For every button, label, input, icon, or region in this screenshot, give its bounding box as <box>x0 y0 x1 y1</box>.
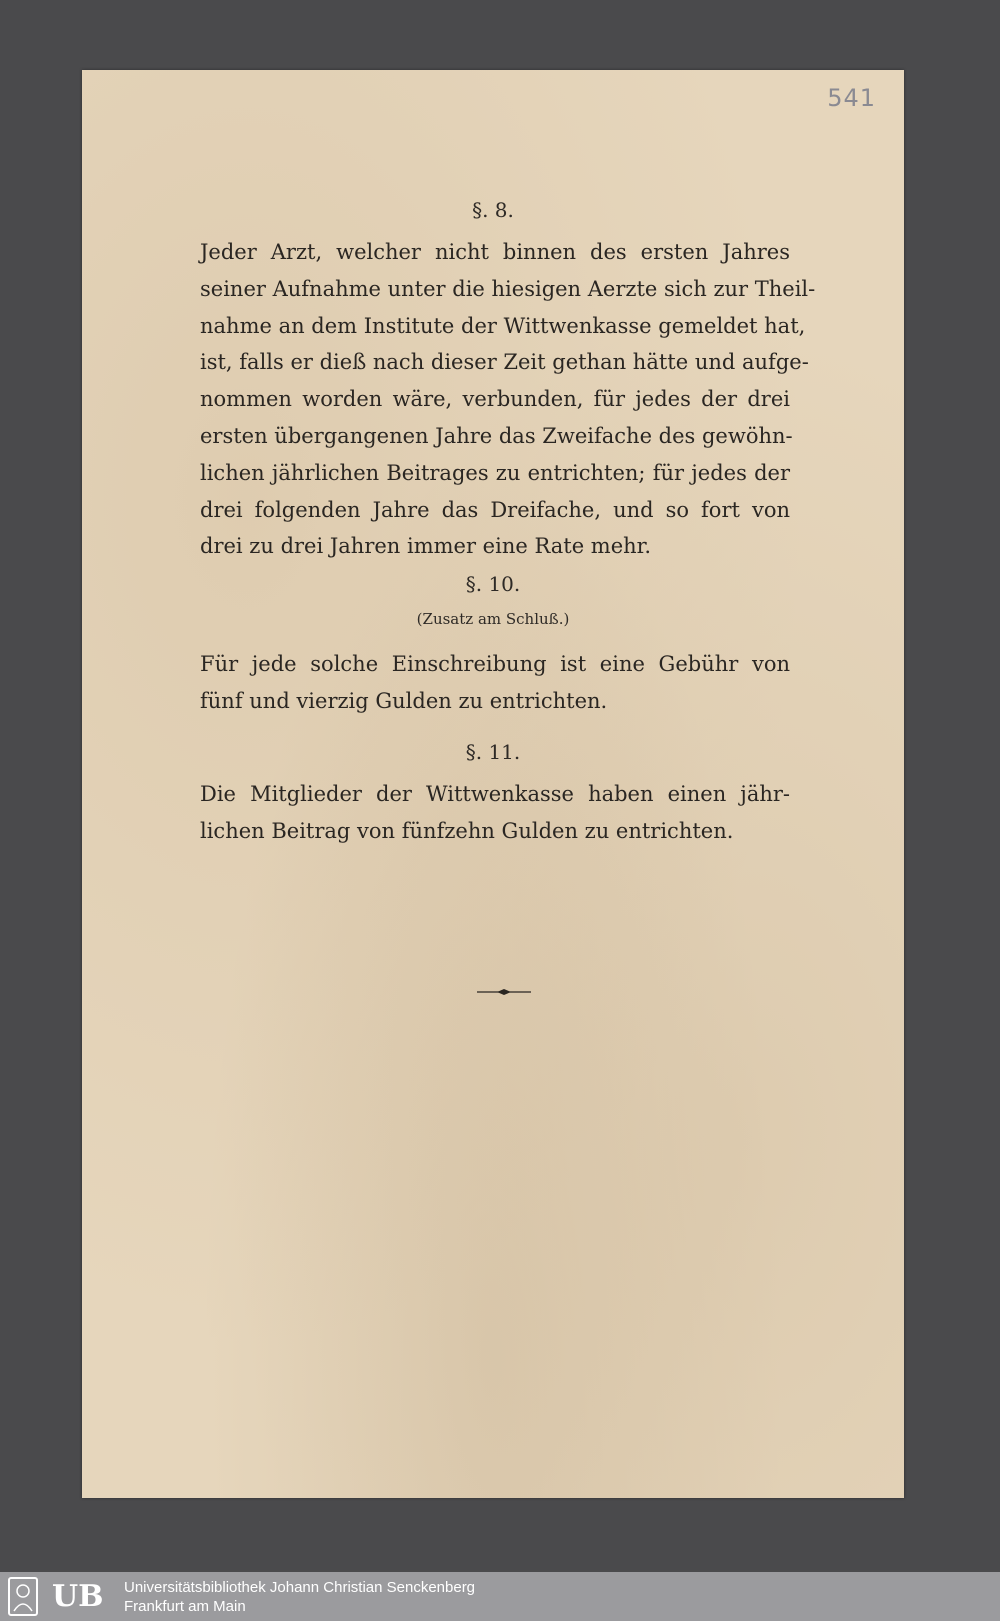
text-line: nahme an dem Institute der Wittwenkasse gemeldet hat, <box>200 313 806 338</box>
text-line: drei zu drei Jahren immer eine Rate mehr. <box>200 534 652 559</box>
section-8-heading: §. 8. <box>472 198 514 222</box>
text-line: lichen jährlichen Beitrages zu entrichten; für jedes der <box>200 460 790 485</box>
library-logo <box>8 1577 118 1616</box>
text-line: fünf und vierzig Gulden zu entrichten. <box>200 688 608 713</box>
text-line: Jeder Arzt, welcher nicht binnen des ersten Jahres <box>200 240 790 264</box>
section-10-paragraph <box>200 646 790 720</box>
section-11-heading: §. 11. <box>465 740 521 764</box>
portrait-icon <box>8 1577 38 1616</box>
text-line: nommen worden wäre, verbunden, für jedes der drei <box>200 387 790 412</box>
section-10-subheading: (Zusatz am Schluß.) <box>416 610 570 628</box>
section-11-paragraph <box>200 776 790 850</box>
shelfmark-number: 541 <box>827 84 876 112</box>
library-name-line1: Universitätsbibliothek Johann Christian Senckenberg <box>124 1579 476 1596</box>
section-10-heading: §. 10. <box>465 572 521 596</box>
text-line: ist, falls er dieß nach dieser Zeit gethan hätte und aufge- <box>200 350 809 375</box>
text-line: seiner Aufnahme unter die hiesigen Aerzte sich zur Theil- <box>200 276 816 301</box>
library-footer <box>0 1572 1000 1621</box>
text-line: drei folgenden Jahre das Dreifache, und so fort von <box>200 497 790 522</box>
library-name <box>124 1578 475 1616</box>
text-line: Die Mitglieder der Wittwenkasse haben einen jähr- <box>200 782 790 806</box>
library-name-line2: Frankfurt am Main <box>124 1598 246 1615</box>
text-line: Für jede solche Einschreibung ist eine Gebühr von <box>200 652 790 676</box>
text-line: ersten übergangenen Jahre das Zweifache des gewöhn- <box>200 423 793 448</box>
section-8-paragraph <box>200 234 816 565</box>
ornament-divider-icon <box>477 987 531 997</box>
text-line: lichen Beitrag von fünfzehn Gulden zu entrichten. <box>200 818 734 843</box>
logo-text: UB <box>52 1579 104 1614</box>
document-page <box>82 70 904 1498</box>
